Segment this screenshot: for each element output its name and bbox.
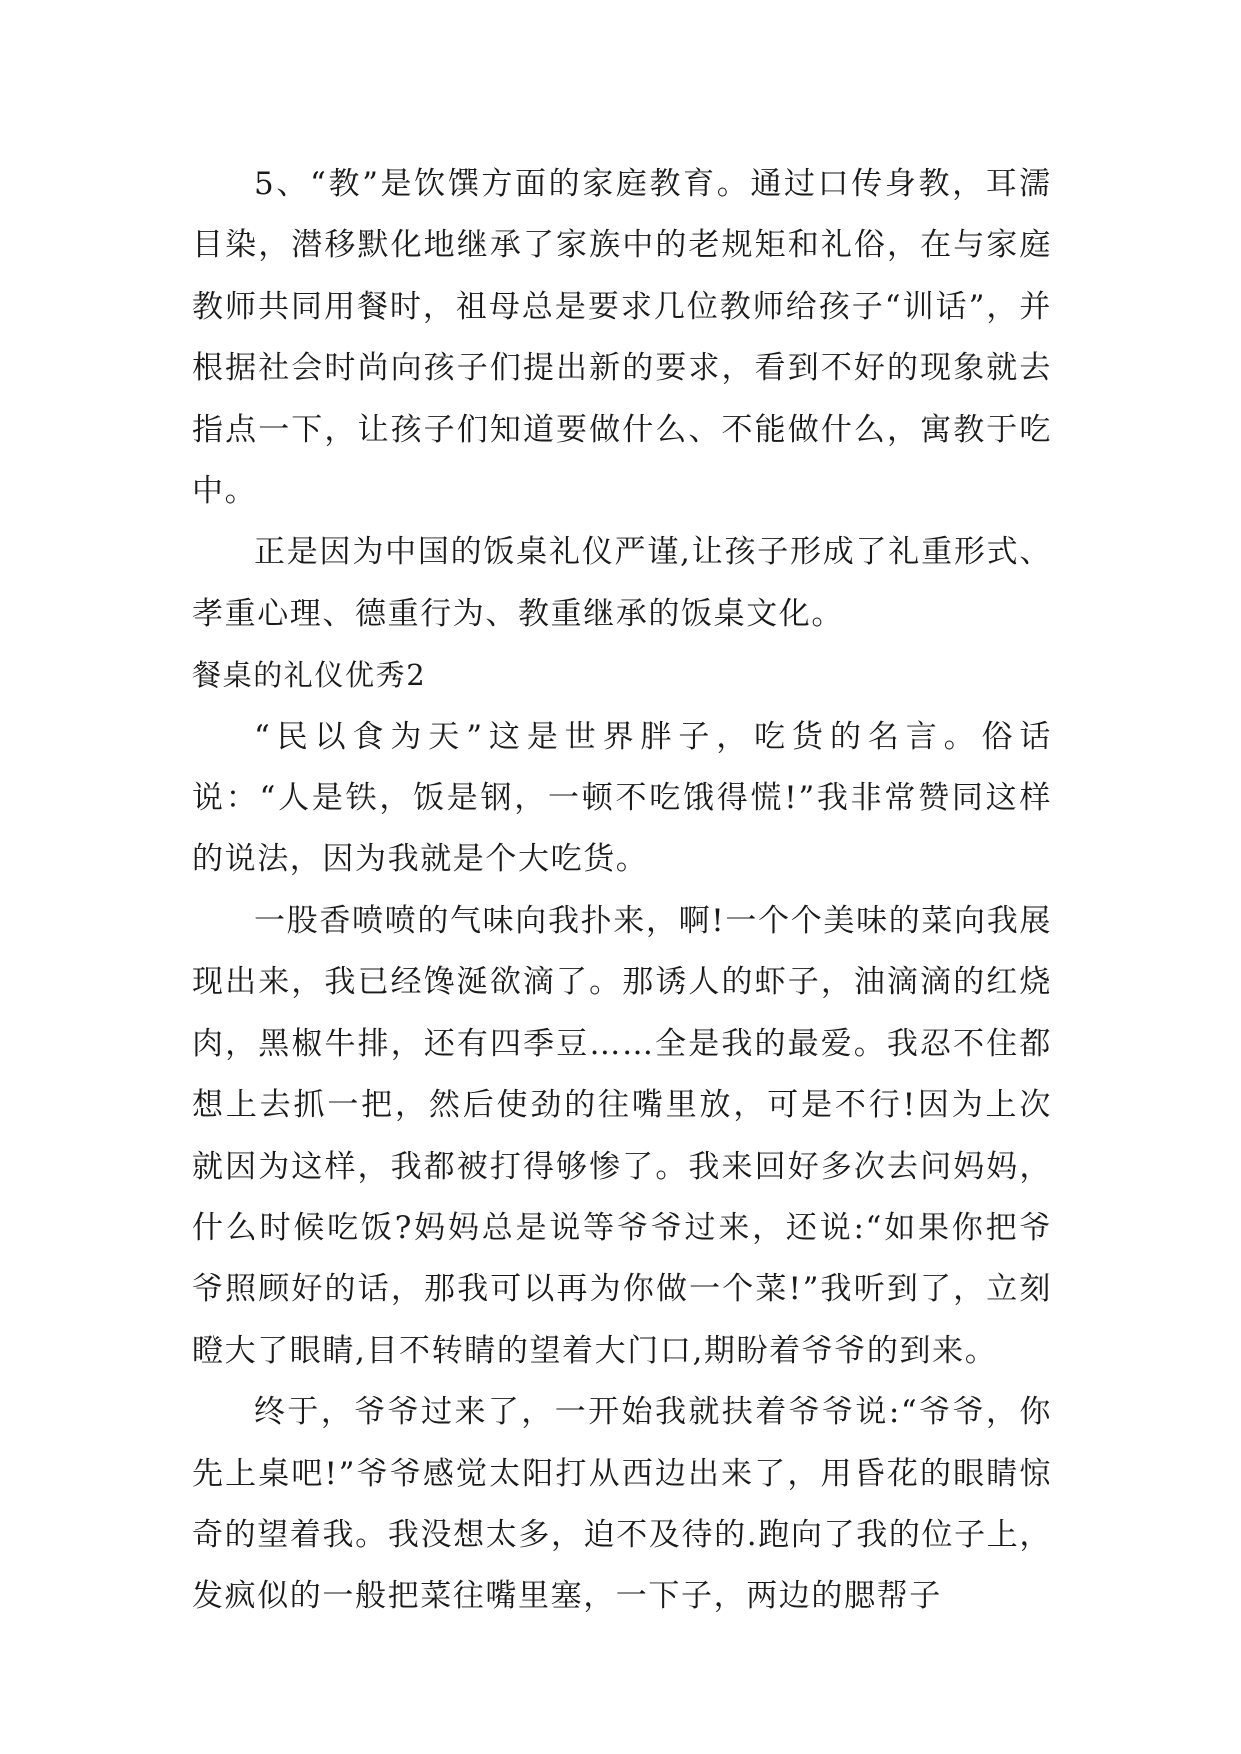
paragraph-grandpa: 终于，爷爷过来了，一开始我就扶着爷爷说:“爷爷，你先上桌吧!”爷爷感觉太阳打从西边出来了，用昏花的眼睛惊奇的望着我。我没想太多，迫不及待的.跑向了我的位子上，发疯似的一般把菜往嘴里塞，一下子，两边的腮帮子	[192, 1394, 1052, 1615]
document-body	[192, 154, 1052, 1628]
paragraph-aroma: 一股香喷喷的气味向我扑来，啊!一个个美味的菜向我展现出来，我已经馋涎欲滴了。那诱人的虾子，油滴滴的红烧肉，黑椒牛排，还有四季豆……全是我的最爱。我忍不住都想上去抓一把，然后使劲的往嘴里放，可是不行!因为上次就因为这样，我都被打得够惨了。我来回好多次去问妈妈，什么时候吃饭?妈妈总是说等爷爷过来，还说:“如果你把爷爷照顾好的话，那我可以再为你做一个菜!”我听到了，立刻瞪大了眼睛,目不转睛的望着大门口,期盼着爷爷的到来。	[192, 902, 1052, 1369]
section-heading: 餐桌的礼仪优秀2	[192, 658, 427, 693]
paragraph-summary: 正是因为中国的饭桌礼仪严谨,让孩子形成了礼重形式、孝重心理、德重行为、教重继承的饭桌文化。	[192, 534, 1052, 632]
paragraph-min-yi-shi: “民以食为天”这是世界胖子，吃货的名言。俗话说：“人是铁，饭是钢，一顿不吃饿得慌!”我非常赞同这样的说法，因为我就是个大吃货。	[192, 718, 1052, 878]
paragraph-jiao: 5、“教”是饮馔方面的家庭教育。通过口传身教，耳濡目染，潜移默化地继承了家族中的老规矩和礼俗，在与家庭教师共同用餐时，祖母总是要求几位教师给孩子“训话”，并根据社会时尚向孩子们提出新的要求，看到不好的现象就去指点一下，让孩子们知道要做什么、不能做什么，寓教于吃中。	[192, 166, 1052, 510]
